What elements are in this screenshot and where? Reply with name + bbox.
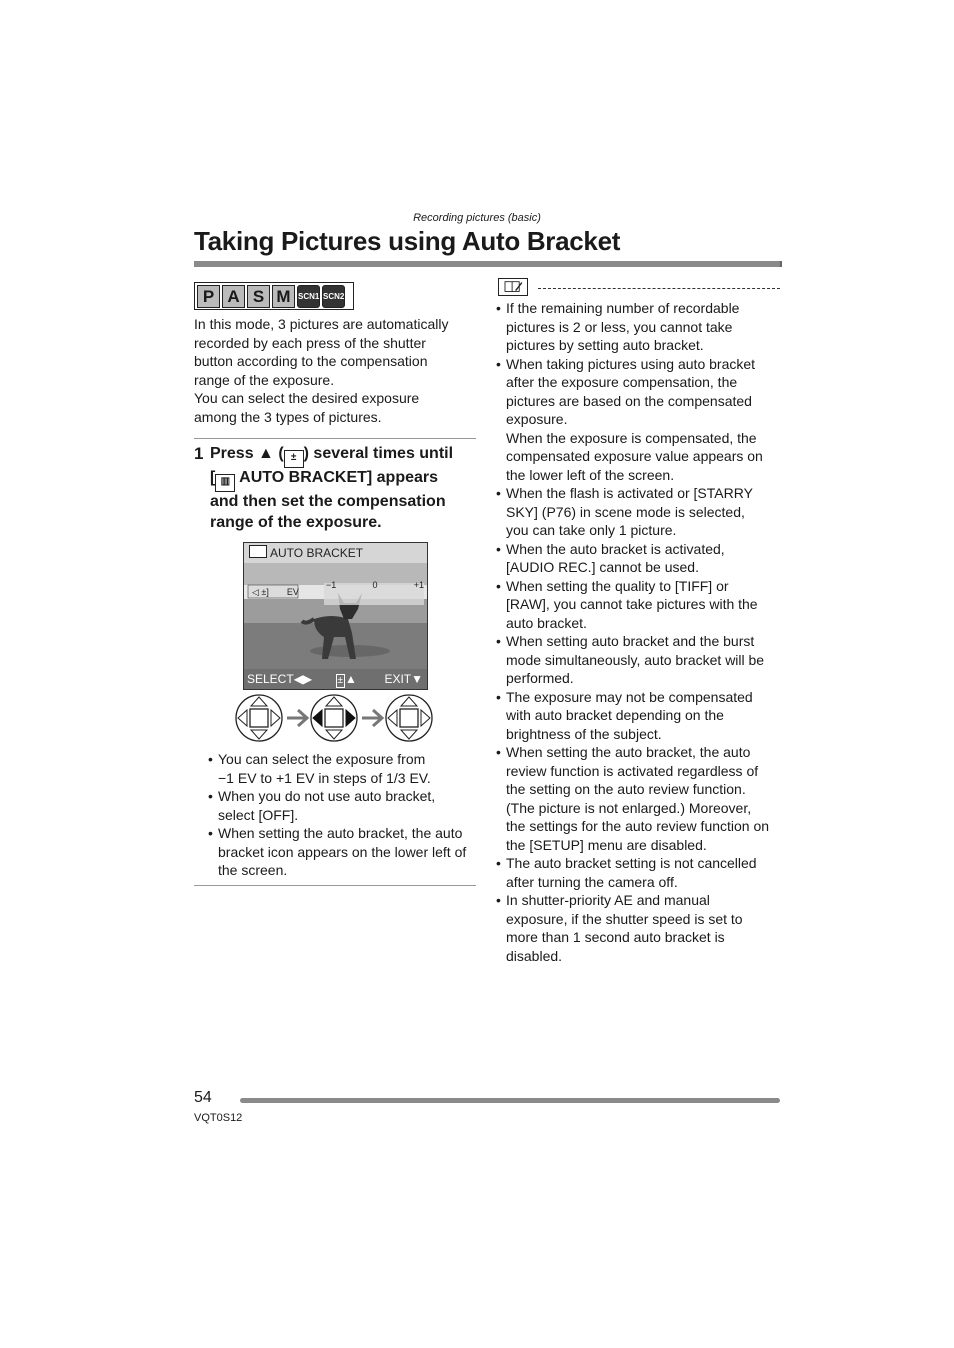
list-item: [494, 577, 784, 633]
list-item: [494, 632, 784, 688]
screen-menu-title: [244, 543, 427, 563]
dpad-left-right-icon: [311, 695, 357, 741]
bullet-line: [AUDIO REC.] cannot be used.: [506, 559, 699, 575]
bullet-line: When the exposure is compensated, the: [506, 429, 757, 446]
document-code: VQT0S12: [194, 1112, 243, 1124]
bullet-line: auto bracket.: [506, 614, 587, 631]
scale-label-zero: 0: [372, 580, 378, 590]
bullet-line: compensated exposure value appears on: [506, 448, 763, 464]
bullet-line: • You can select the exposure from: [218, 751, 426, 767]
bullet-line: the lower left of the screen.: [506, 466, 675, 483]
dog-on-beach-photo: [244, 563, 427, 669]
bullet-line: pictures is 2 or less, you cannot take: [506, 318, 733, 335]
bullet-line: with auto bracket depending on the: [506, 707, 724, 723]
photo-illustration: [244, 563, 427, 669]
list-item: [494, 854, 784, 891]
cursor-button-sequence: [234, 693, 434, 743]
intro-line: range of the exposure.: [194, 371, 335, 388]
bullet-line: the setting on the auto review function.: [506, 781, 746, 797]
bullet-line: review function is activated regardless of: [506, 762, 759, 779]
list-item: [494, 891, 784, 965]
exposure-icon: ±: [337, 675, 343, 686]
bullet-line: [RAW], you cannot take pictures with the: [506, 596, 758, 612]
list-item: [494, 540, 784, 577]
exposure-indicator: ◁ ±] EV: [252, 587, 299, 597]
bullet-line: pictures by setting auto bracket.: [506, 337, 704, 353]
step-text: and then set the compensation: [210, 493, 446, 510]
intro-line: You can select the desired exposure: [194, 390, 420, 406]
bullet-line: disabled.: [506, 947, 563, 964]
bullet-line: • When taking pictures using auto bracket: [506, 355, 756, 372]
camera-screen: [243, 542, 428, 690]
scale-label-plus: +1: [413, 580, 424, 590]
exit-label: EXIT: [384, 672, 412, 686]
divider: [194, 885, 476, 886]
list-item: [494, 484, 784, 540]
intro-line: button according to the compensation: [194, 353, 428, 369]
intro-paragraph: [194, 315, 474, 426]
list-item: [206, 787, 478, 824]
bullet-line: more than 1 second auto bracket is: [506, 929, 725, 945]
bullet-line: brightness of the subject.: [506, 725, 662, 742]
list-item: [494, 688, 784, 744]
up-arrow-icon: ▲: [345, 672, 357, 686]
screen-controls: [244, 669, 427, 689]
step-text: ) several times until: [303, 445, 454, 462]
mode-p-icon: P: [197, 285, 220, 308]
bullet-line: • When setting the quality to [TIFF] or: [506, 577, 729, 594]
bullet-line: you can take only 1 picture.: [506, 522, 677, 538]
auto-bracket-icon: ▥: [215, 474, 235, 492]
mode-scn1-icon: SCN1: [297, 285, 320, 308]
bullet-line: select [OFF].: [218, 806, 299, 823]
bullet-line: mode simultaneously, auto bracket will be: [506, 651, 765, 668]
bullet-line: • When setting the auto bracket, the auto: [218, 825, 463, 841]
bullet-line: • When setting auto bracket and the burst: [506, 633, 755, 649]
bullet-line: the screen.: [218, 862, 288, 878]
list-item: [206, 824, 478, 880]
list-item: [494, 355, 784, 485]
scale-label-minus: −1: [326, 580, 337, 590]
mode-icons: [194, 282, 354, 310]
list-item: [494, 299, 784, 355]
bracket-scale: [326, 580, 424, 590]
bullet-line: after turning the camera off.: [506, 873, 678, 890]
arrow-right-icon: [362, 710, 382, 726]
bullet-line: bracket icon appears on the lower left of: [218, 843, 467, 860]
down-arrow-icon: ▼: [411, 672, 423, 686]
dpad-icon: [386, 695, 432, 741]
bullet-line: • In shutter-priority AE and manual: [506, 892, 710, 908]
footer-bar: [240, 1098, 780, 1103]
step-text: AUTO BRACKET] appears: [235, 469, 439, 486]
bullet-line: pictures are based on the compensated: [506, 392, 752, 409]
mode-m-icon: M: [272, 285, 295, 308]
divider: [194, 438, 476, 439]
bullet-line: • When the flash is activated or [STARRY: [506, 485, 753, 501]
mode-scn2-icon: SCN2: [322, 285, 345, 308]
exit-control: [384, 669, 423, 689]
note-dashed-line: [538, 288, 780, 289]
list-item: [206, 750, 478, 787]
section-header: Recording pictures (basic): [413, 212, 541, 224]
bullet-line: • When setting the auto bracket, the auto: [506, 744, 751, 760]
page-number: 54: [194, 1089, 212, 1106]
step-text: Press ▲ (: [210, 445, 284, 462]
bullet-line: the settings for the auto review function on: [506, 818, 770, 834]
bullet-line: • If the remaining number of recordable: [506, 300, 740, 316]
bullet-line: performed.: [506, 670, 574, 686]
step-number: 1: [194, 444, 204, 463]
bullet-line: • The exposure may not be compensated: [506, 688, 753, 705]
page-title: Taking Pictures using Auto Bracket: [194, 226, 621, 256]
bullet-line: • The auto bracket setting is not cancelled: [506, 855, 757, 871]
step-1: [194, 444, 479, 533]
list-item: [494, 743, 784, 854]
ev-label: EV: [286, 587, 299, 597]
mode-s-icon: S: [247, 285, 270, 308]
screen-title: AUTO BRACKET: [270, 546, 364, 560]
note-icon: [498, 278, 528, 296]
exposure-icon: ±: [284, 450, 304, 468]
bullet-line: −1 EV to +1 EV in steps of 1/3 EV.: [218, 769, 431, 786]
right-bullet-list: [494, 299, 784, 965]
intro-line: In this mode, 3 pictures are automatically: [194, 316, 449, 332]
bullet-line: the [SETUP] menu are disabled.: [506, 836, 707, 853]
bullet-line: • When the auto bracket is activated,: [506, 540, 725, 557]
bullet-line: • When you do not use auto bracket,: [218, 788, 436, 804]
intro-line: among the 3 types of pictures.: [194, 408, 382, 425]
bullet-line: (The picture is not enlarged.) Moreover,: [506, 799, 752, 816]
mode-a-icon: A: [222, 285, 245, 308]
bullet-line: SKY] (P76) in scene mode is selected,: [506, 503, 745, 520]
select-label: SELECT: [247, 672, 294, 686]
left-right-arrows-icon: ◀▶: [293, 672, 313, 686]
bullet-line: after the exposure compensation, the: [506, 374, 738, 390]
arrow-right-icon: [287, 710, 307, 726]
title-underline: [194, 261, 782, 267]
auto-bracket-icon: [249, 545, 267, 558]
dpad-icon: [236, 695, 282, 741]
bullet-line: exposure, if the shutter speed is set to: [506, 910, 743, 927]
left-bullet-list: [206, 750, 478, 880]
intro-line: recorded by each press of the shutter: [194, 334, 426, 351]
bullet-line: exposure.: [506, 411, 568, 427]
step-text: range of the exposure.: [210, 513, 382, 531]
step-text: [: [210, 469, 216, 486]
